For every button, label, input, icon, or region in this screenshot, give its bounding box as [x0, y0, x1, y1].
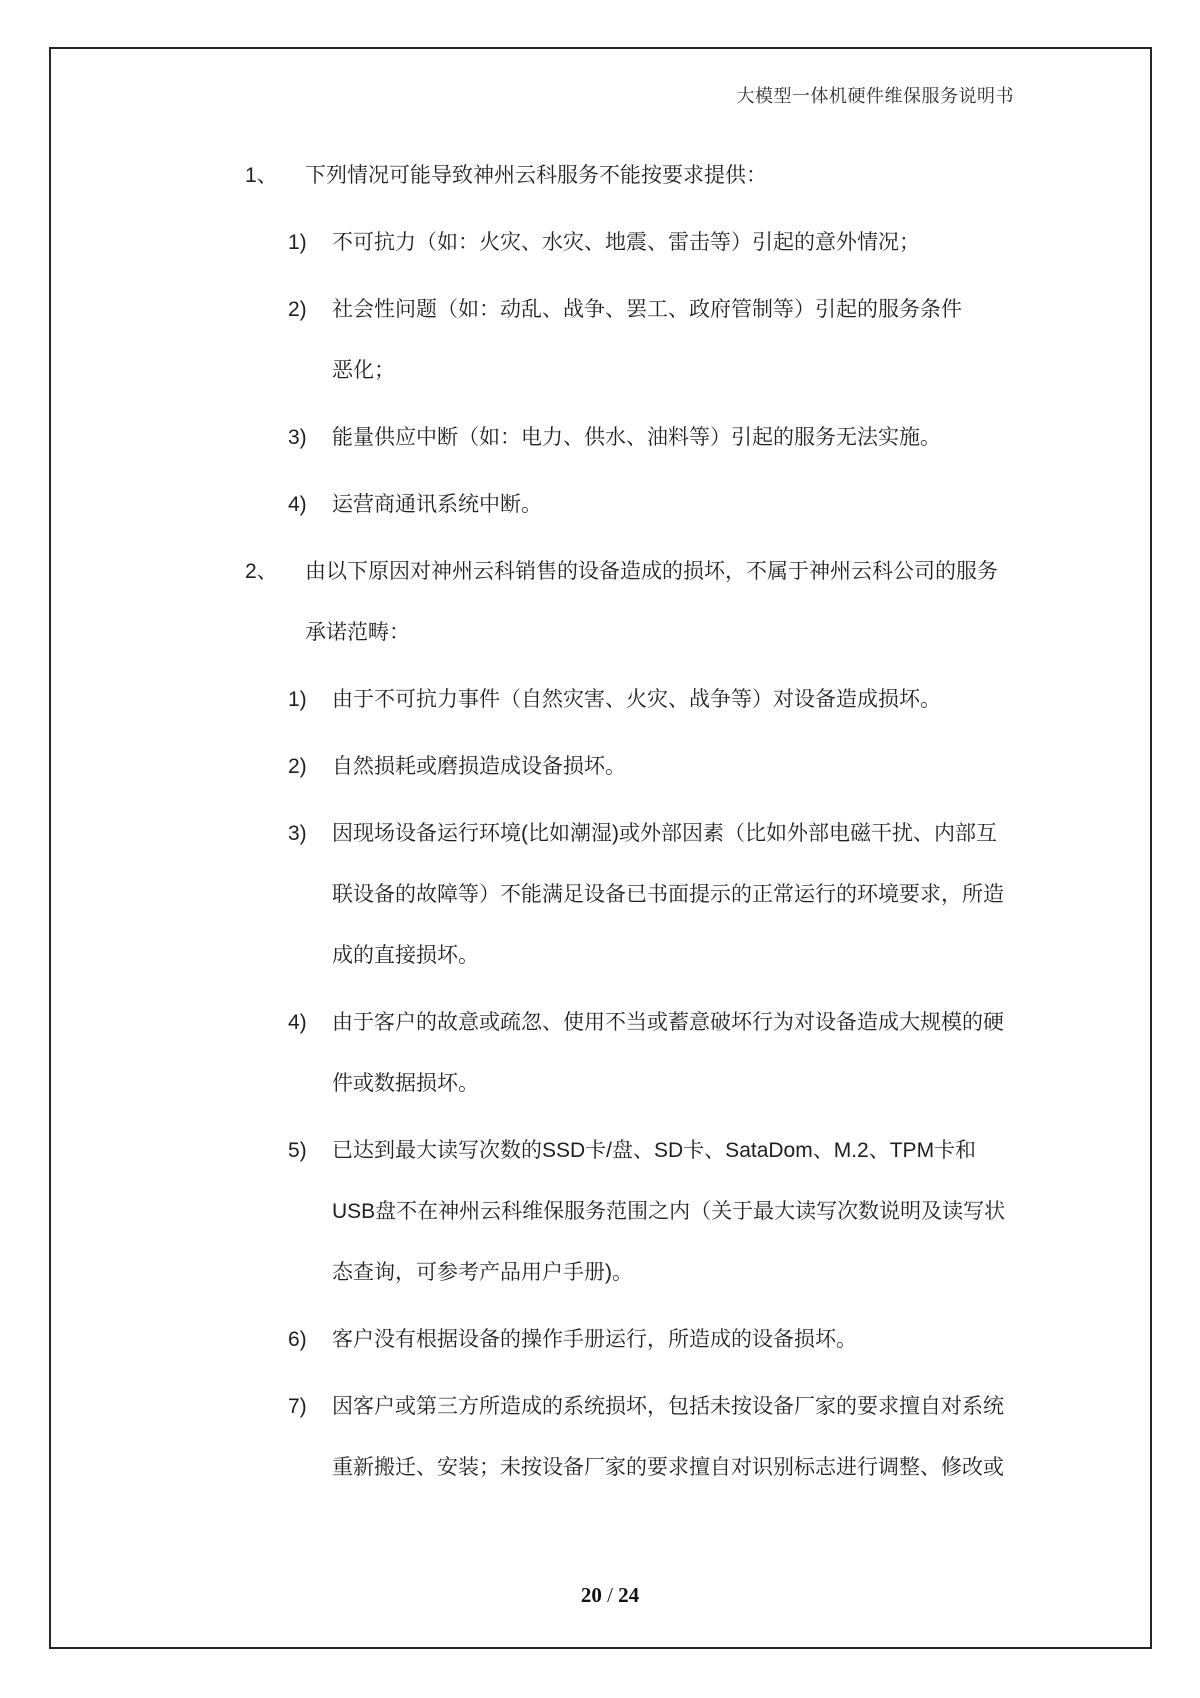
list-item-1 — [0, 145, 1200, 206]
list-marker: 2) — [288, 755, 307, 778]
list-item-text: 因客户或第三方所造成的系统损坏，包括未按设备厂家的要求擅自对系统 — [332, 1395, 1004, 1418]
total-page-count: 24 — [618, 1583, 640, 1607]
list-item-text: 恶化； — [332, 359, 395, 382]
list-item-1-2 — [0, 279, 1200, 401]
list-marker: 3) — [288, 822, 307, 845]
list-marker: 5) — [288, 1139, 307, 1162]
list-item-2 — [0, 541, 1200, 663]
list-item-text: 由以下原因对神州云科销售的设备造成的损坏，不属于神州云科公司的服务 — [305, 560, 998, 583]
list-marker: 3) — [288, 426, 307, 449]
list-item-1-1 — [0, 212, 1200, 273]
page-number-footer — [10, 1583, 1200, 1608]
list-item-text: USB盘不在神州云科维保服务范围之内（关于最大读写次数说明及读写状 — [332, 1200, 1006, 1223]
list-marker: 7) — [288, 1395, 307, 1418]
list-item-text: 件或数据损坏。 — [332, 1072, 479, 1095]
list-marker: 4) — [288, 1011, 307, 1034]
list-item-text: 运营商通讯系统中断。 — [332, 493, 542, 516]
list-item-text: 社会性问题（如：动乱、战争、罢工、政府管制等）引起的服务条件 — [332, 298, 962, 321]
list-item-2-4 — [0, 992, 1200, 1114]
list-item-1-4 — [0, 474, 1200, 535]
list-item-text: 自然损耗或磨损造成设备损坏。 — [332, 755, 626, 778]
list-marker: 1) — [288, 231, 307, 254]
list-marker: 1、 — [245, 164, 278, 187]
page-number-separator: / — [601, 1583, 619, 1607]
list-item-text: 由于客户的故意或疏忽、使用不当或蓄意破坏行为对设备造成大规模的硬 — [332, 1011, 1004, 1034]
document-header-title: 大模型一体机硬件维保服务说明书 — [736, 86, 1014, 106]
list-item-text: 客户没有根据设备的操作手册运行，所造成的设备损坏。 — [332, 1328, 857, 1351]
list-item-2-1 — [0, 669, 1200, 730]
current-page-number: 20 — [580, 1583, 602, 1607]
list-marker: 2) — [288, 298, 307, 321]
list-item-2-5 — [0, 1120, 1200, 1303]
list-item-text: 重新搬迁、安装；未按设备厂家的要求擅自对识别标志进行调整、修改或 — [332, 1456, 1004, 1479]
list-item-text: 承诺范畴： — [305, 621, 410, 644]
list-item-text: 能量供应中断（如：电力、供水、油料等）引起的服务无法实施。 — [332, 426, 941, 449]
list-item-2-7 — [0, 1376, 1200, 1498]
list-item-text: 态查询，可参考产品用户手册)。 — [332, 1261, 633, 1284]
list-item-text: 由于不可抗力事件（自然灾害、火灾、战争等）对设备造成损坏。 — [332, 688, 941, 711]
list-item-text: 已达到最大读写次数的SSD卡/盘、SD卡、SataDom、M.2、TPM卡和 — [332, 1139, 977, 1162]
list-item-1-3 — [0, 407, 1200, 468]
list-item-text: 因现场设备运行环境(比如潮湿)或外部因素（比如外部电磁干扰、内部互 — [332, 822, 997, 845]
list-item-text: 下列情况可能导致神州云科服务不能按要求提供： — [305, 164, 767, 187]
list-item-text: 联设备的故障等）不能满足设备已书面提示的正常运行的环境要求，所造 — [332, 883, 1004, 906]
list-marker: 4) — [288, 493, 307, 516]
list-item-text: 不可抗力（如：火灾、水灾、地震、雷击等）引起的意外情况； — [332, 231, 920, 254]
list-item-2-3 — [0, 803, 1200, 986]
list-item-text: 成的直接损坏。 — [332, 944, 479, 967]
list-marker: 2、 — [245, 560, 278, 583]
list-item-2-2 — [0, 736, 1200, 797]
document-body — [0, 145, 1200, 1498]
list-marker: 6) — [288, 1328, 307, 1351]
list-item-2-6 — [0, 1309, 1200, 1370]
list-marker: 1) — [288, 688, 307, 711]
